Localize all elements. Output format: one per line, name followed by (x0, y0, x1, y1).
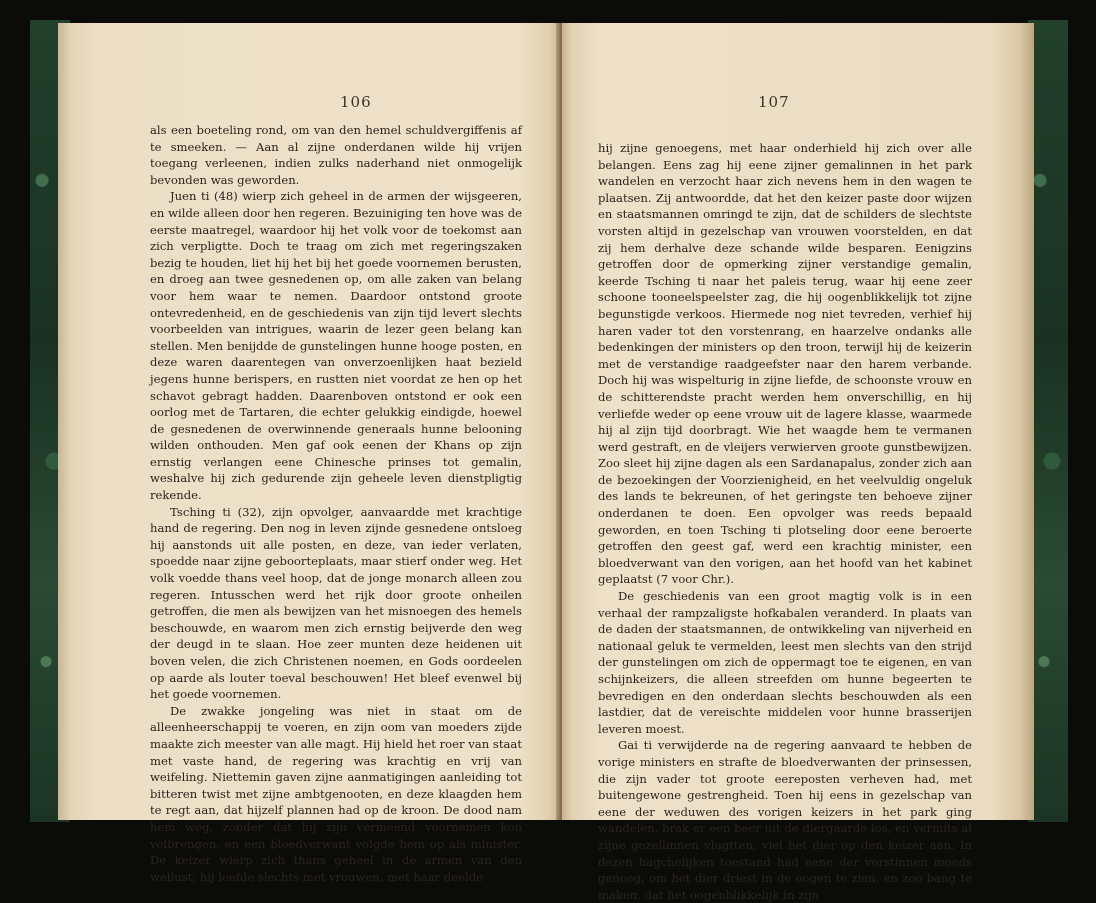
paragraph: Juen ti (48) wierp zich geheel in de armen der wijsgeeren, en wilde alleen door hen regeren. Bezuiniging ten hove was de eerste maatregel, waardoor hij het volk voor de toekomst aan zich verpligtte. Doch te traag om zich met regeringszaken bezig te houden, liet hij het bij het goede voornemen berusten, en droeg aan twee gesnedenen op, om alle zaken van belang voor hem waar te nemen. Daardoor ontstond groote ontevredenheid, en de geschiedenis van zijn tijd levert slechts voorbeelden van intrigues, waarin de lezer geen belang kan stellen. Men benijdde de gunstelingen hunne hooge posten, en deze waren daarentegen van onverzoenlijken haat bezield jegens hunne berispers, en rustten niet voordat ze hen op het schavot gebragt hadden. Daarenboven ontstond er ook een oorlog met de Tartaren, die echter gelukkig eindigde, hoewel de gesnedenen de overwinnende generaals hunne belooning wilden onthouden. Men gaf ook eenen der Khans op zijn ernstig verlangen eene Chinesche prinses tot gemalin, weshalve hij zich gedurende zijn geheele leven dienstpligtig rekende. (150, 189, 522, 503)
page-number: 106 (340, 93, 372, 111)
book-cover-right (1028, 20, 1068, 822)
paragraph: De geschiedenis van een groot magtig volk is in een verhaal der rampzaligste hofkabalen veranderd. In plaats van de daden der staatsmannen, de ontwikkeling van nijverheid en nationaal geluk te vermelden, leest men slechts van den strijd der gunstelingen om zich de oppermagt toe te eigenen, en van schijnkeizers, die alleen streefden om hunne begeerten te bevredigen en den onderdaan slechts beschouwden als een lastdier, dat de vereischte middelen voor hunne brasserijen leveren moest. (598, 589, 972, 736)
paragraph: Tsching ti (32), zijn opvolger, aanvaardde met krachtige hand de regering. Den nog in leven zijnde gesnedene ontsloeg hij aanstonds uit alle posten, en deze, van ieder verlaten, spoedde naar zijne geboorteplaats, maar stierf onder weg. Het volk voedde thans veel hoop, dat de jonge monarch alleen zou regeren. Intusschen werd het rijk door groote onheilen getroffen, die men als bewijzen van het misnoegen des hemels beschouwde, en waarom men zich ernstig beijverde den weg der deugd in te slaan. Hoe zeer munten deze heidenen uit boven velen, die zich Christenen noemen, en Gods oordeelen op aarde als louter toeval beschouwen! Het bleef evenwel bij het goede voornemen. (150, 504, 522, 702)
page-text (598, 140, 972, 903)
paragraph: als een boeteling rond, om van den hemel schuldvergiffenis af te smeeken. — Aan al zijne onderdanen wilde hij vrijen toegang verleenen, indien zulks naderhand niet onmogelijk bevonden was geworden. (150, 123, 522, 187)
paragraph: hij zijne genoegens, met haar onderhield hij zich over alle belangen. Eens zag hij eene zijner gemalinnen in het park wandelen en verzocht haar zich nevens hem in den wagen te plaatsen. Zij antwoordde, dat het den keizer paste door wijzen en staatsmannen omringd te zijn, dat de schilders de slechtste vorsten altijd in gezelschap van vrouwen voorstelden, en dat zij hem derhalve deze schande wilde besparen. Eenigzins getroffen door de opmerking zijner verstandige gemalin, keerde Tsching ti naar het paleis terug, waar hij eene zeer schoone tooneelspeelster zag, die hij oogenblikkelijk tot zijne begunstigde verkoos. Hiermede nog niet tevreden, verhief hij haren vader tot den vorstenrang, en haarzelve ondanks alle bedenkingen der ministers op den troon, terwijl hij de keizerin met de verstandige raadgeefster naar den harem verbande. Doch hij was wispelturig in zijne liefde, de schoonste vrouw en de schitterendste pracht werden hem onverschillig, en hij verliefde weder op eene vrouw uit de lagere klasse, waarmede hij al zijn tijd doorbragt. Wie het waagde hem te vermanen werd gestraft, en de vleijers verwierven groote gunstbewijzen. Zoo sleet hij zijne dagen als een Sardanapalus, zonder zich aan de bezoekingen der Voorzienigheid, en het veelvuldig ongeluk des lands te bekreunen, of het geringste ten behoeve zijner onderdanen te doen. Een opvolger was reeds bepaald geworden, en toen Tsching ti plotseling door eene beroerte getroffen den geest gaf, werd een krachtig minister, een bloedverwant van den vorigen, aan het hoofd van het kabinet geplaatst (7 voor Chr.). (598, 141, 972, 587)
page-text (150, 122, 522, 885)
left-page (58, 23, 560, 884)
right-page (562, 23, 1034, 902)
page-number: 107 (758, 93, 790, 111)
paragraph: Gai ti verwijderde na de regering aanvaard te hebben de vorige ministers en strafte de bloedverwanten der prinsessen, die zijn vader tot groote eereposten verheven had, met buitengewone gestrengheid. Toen hij eens in gezelschap van eene der weduwen des vorigen keizers in het park ging wandelen, brak er een beer uit de diergaarde los, en vermits al zijne gezellinnen vlugtten, viel het dier op den keizer aan. In dezen hagchelijken toestand had eene der vorstinnen moeds genoeg, om het dier driest in de oogen te zien, en zoo bang te maken, dat het oogenblikkelijk in zijn (598, 738, 972, 902)
paragraph: De zwakke jongeling was niet in staat om de alleenheerschappij te voeren, en zijn oom van moeders zijde maakte zich meester van alle magt. Hij hield het roer van staat met vaste hand, de regering was krachtig en vrij van weifeling. Niettemin gaven zijne aanmatigingen aanleiding tot bitteren twist met zijne ambtgenooten, en deze klaagden hem te regt aan, dat hijzelf plannen had op de kroon. De dood nam hem weg, zonder dat hij zijn vermeend voornemen kon volbrengen, en een bloedverwant volgde hem op als minister. De keizer wierp zich thans geheel in de armen van den wellust; hij leefde slechts met vrouwen, met haar deelde (150, 703, 522, 884)
